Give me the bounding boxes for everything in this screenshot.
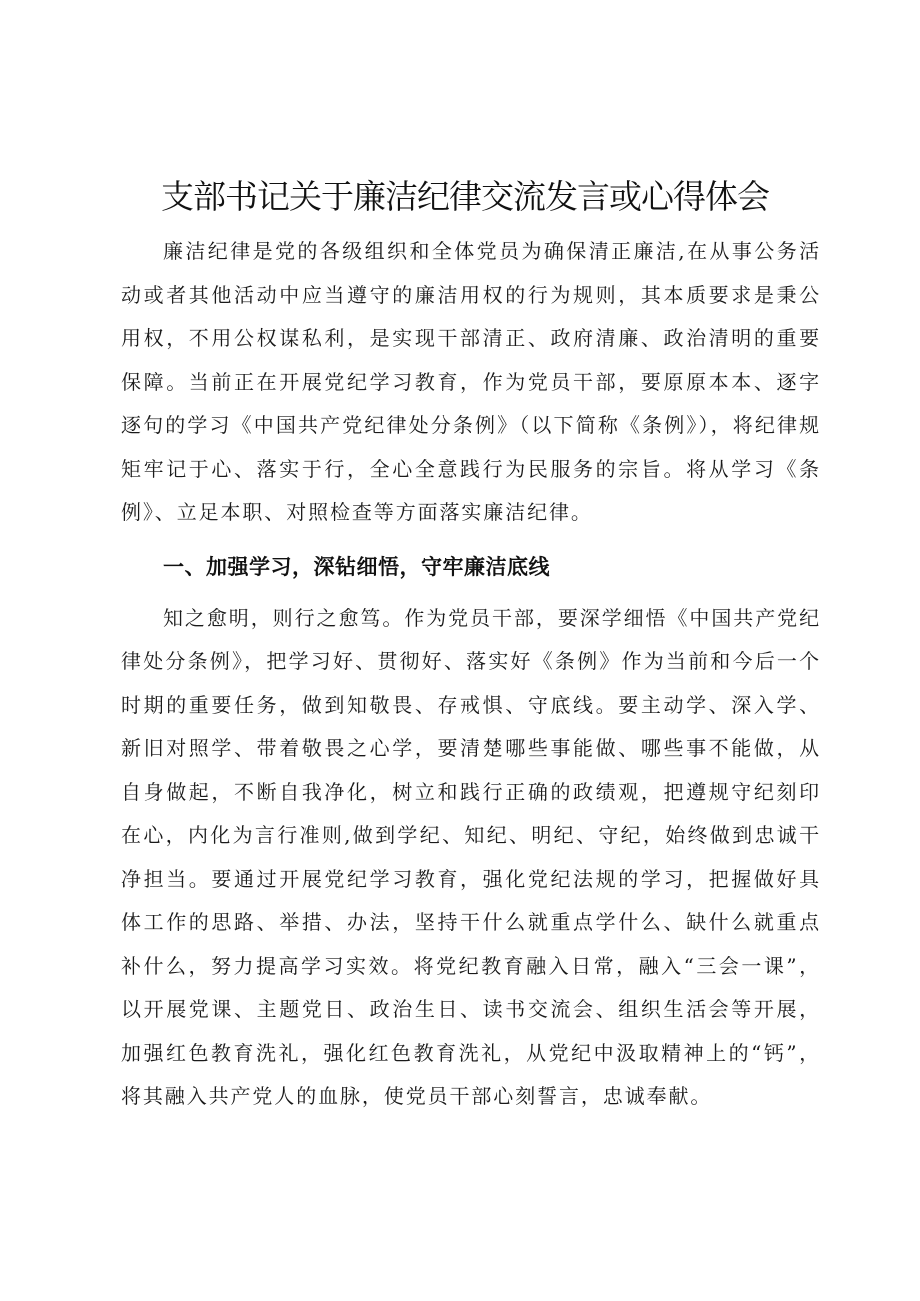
intro-paragraph: 廉洁纪律是党的各级组织和全体党员为确保清正廉洁,在从事公务活动或者其他活动中应当遵守的廉洁用权的行为规则，其本质要求是秉公用权，不用公权谋私利，是实现干部清正、政府清廉、政治清明的重要保障。当前正在开展党纪学习教育，作为党员干部，要原原本本、逐字逐句的学习《中国共产党纪律处分条例》（以下简称《条例》），将纪律规矩牢记于心、落实于行，全心全意践行为民服务的宗旨。将从学习《条例》、立足本职、对照检查等方面落实廉洁纪律。 (121, 239, 821, 524)
section-paragraph-1: 知之愈明，则行之愈笃。作为党员干部，要深学细悟《中国共产党纪律处分条例》，把学习好、贯彻好、落实好《条例》作为当前和今后一个时期的重要任务，做到知敬畏、存戒惧、守底线。要主动学、深入学、新旧对照学、带着敬畏之心学，要清楚哪些事能做、哪些事不能做，从自身做起，不断自我净化，树立和践行正确的政绩观，把遵规守纪刻印在心，内化为言行准则,做到学纪、知纪、明纪、守纪，始终做到忠诚干净担当。要通过开展党纪学习教育，强化党纪法规的学习，把握做好具体工作的思路、举措、办法，坚持干什么就重点学什么、缺什么就重点补什么，努力提高学习实效。将党纪教育融入日常，融入“三会一课”，以开展党课、主题党日、政治生日、读书交流会、组织生活会等开展，加强红色教育洗礼，强化红色教育洗礼，从党纪中汲取精神上的“钙”，将其融入共产党人的血脉，使党员干部心刻誓言，忠诚奉献。 (121, 605, 821, 1108)
document-title: 支部书记关于廉洁纪律交流发言或心得体会 (161, 177, 769, 216)
document-body (121, 230, 821, 1119)
section-heading-1: 一、加强学习，深钻细悟，守牢廉洁底线 (163, 554, 550, 579)
